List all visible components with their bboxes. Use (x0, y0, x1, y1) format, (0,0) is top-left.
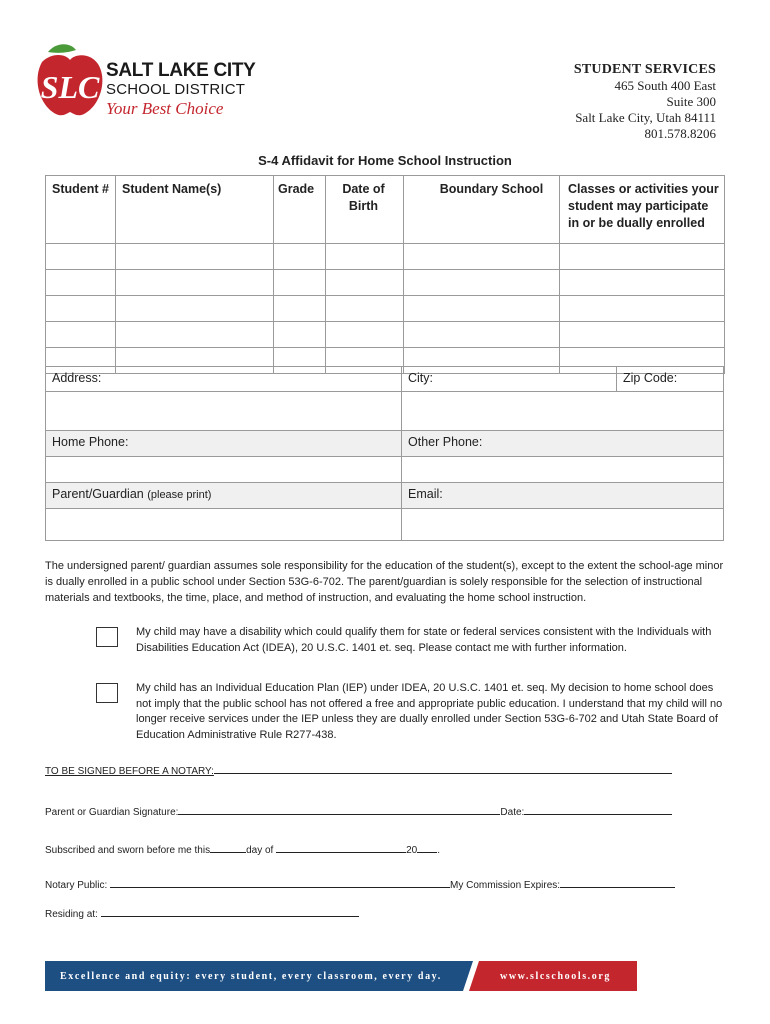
student-table (45, 175, 725, 374)
cell-student-number[interactable] (46, 296, 116, 322)
table-row (46, 244, 725, 270)
signature-row (45, 803, 672, 818)
signature-label: Parent or Guardian Signature: (45, 807, 179, 818)
other-phone-field[interactable] (401, 456, 724, 483)
col-boundary-school: Boundary School (404, 176, 560, 244)
iep-checkbox-text: My child has an Individual Education Plan (IEP) under IDEA, 20 U.S.C. 1401 et. seq. My decision to home school does not imply that the public school has not offered a free and appropriate public education. I understand that my child will no longer receive services under the IEP unless they are dually enrolled under Section 53G-6-702 and Utah State Board of Education Administrative Rule R277-438. (136, 682, 723, 741)
office-suite: Suite 300 (666, 94, 716, 109)
district-tagline: Your Best Choice (106, 99, 224, 118)
cell-student-name[interactable] (116, 296, 274, 322)
parent-guardian-hint: (please print) (147, 489, 212, 501)
address-label: Address: (45, 366, 402, 392)
table-row (46, 322, 725, 348)
city-label: City: (401, 366, 617, 392)
city-zip-field[interactable] (401, 391, 724, 431)
email-field[interactable] (401, 508, 724, 541)
cell-student-number[interactable] (46, 244, 116, 270)
notary-heading-row (45, 762, 672, 777)
parent-guardian-label-text: Parent/Guardian (52, 487, 144, 501)
notary-label: Notary Public: (45, 880, 108, 891)
cell-grade[interactable] (274, 270, 326, 296)
cell-boundary-school[interactable] (404, 296, 560, 322)
commission-label: My Commission Expires: (450, 880, 561, 891)
residing-line[interactable] (101, 905, 359, 917)
cell-classes[interactable] (560, 322, 725, 348)
commission-line[interactable] (560, 876, 675, 888)
email-label: Email: (401, 482, 724, 509)
student-table-header (46, 176, 725, 244)
residing-row (45, 905, 359, 920)
cell-date-of-birth[interactable] (326, 322, 404, 348)
apple-logo-icon (30, 40, 110, 120)
period: . (437, 845, 441, 856)
month-line[interactable] (276, 841, 406, 853)
cell-grade[interactable] (274, 322, 326, 348)
cell-date-of-birth[interactable] (326, 296, 404, 322)
date-label: Date: (500, 807, 525, 818)
cell-student-number[interactable] (46, 322, 116, 348)
office-heading: STUDENT SERVICES (573, 62, 716, 77)
district-name: SALT LAKE CITY (106, 60, 256, 81)
zip-label: Zip Code: (616, 366, 724, 392)
notary-row (45, 876, 675, 891)
disability-checkbox-text: My child may have a disability which could qualify them for state or federal services consistent with the Individuals with Disabilities Education Act (IDEA), 20 U.S.C. 1401 et. seq. Please contact me with further information. (136, 626, 712, 654)
cell-boundary-school[interactable] (404, 244, 560, 270)
office-city: Salt Lake City, Utah 84111 (575, 110, 716, 125)
col-student-number: Student # (46, 176, 116, 244)
parent-guardian-label (45, 482, 402, 509)
disability-checkbox[interactable] (96, 627, 118, 647)
cell-student-name[interactable] (116, 244, 274, 270)
footer-motto: Excellence and equity: every student, every classroom, every day. (60, 971, 442, 982)
logo-initials: SLC (40, 69, 100, 105)
day-line[interactable] (210, 841, 246, 853)
year-prefix: 20 (406, 845, 418, 856)
notary-line[interactable] (110, 876, 450, 888)
cell-student-name[interactable] (116, 270, 274, 296)
subscribed-row (45, 841, 440, 856)
col-student-name: Student Name(s) (116, 176, 274, 244)
form-title: S-4 Affidavit for Home School Instruction (258, 153, 512, 168)
home-phone-field[interactable] (45, 456, 402, 483)
address-field[interactable] (45, 391, 402, 431)
cell-grade[interactable] (274, 296, 326, 322)
parent-guardian-field[interactable] (45, 508, 402, 541)
table-row (46, 270, 725, 296)
subscribed-label: Subscribed and sworn before me this (45, 845, 211, 856)
office-street: 465 South 400 East (614, 78, 716, 93)
home-phone-label: Home Phone: (45, 430, 402, 457)
cell-date-of-birth[interactable] (326, 244, 404, 270)
district-subname: SCHOOL DISTRICT (106, 81, 246, 98)
date-line[interactable] (524, 803, 672, 815)
day-of-label: day of (246, 845, 274, 856)
other-phone-label: Other Phone: (401, 430, 724, 457)
office-address (574, 62, 716, 142)
table-row (46, 296, 725, 322)
cell-classes[interactable] (560, 270, 725, 296)
year-line[interactable] (417, 841, 437, 853)
cell-classes[interactable] (560, 244, 725, 270)
col-classes: Classes or activities your student may participate in or be dually enrolled (560, 176, 725, 244)
signature-line[interactable] (178, 803, 500, 815)
col-grade: Grade (274, 176, 326, 244)
col-date-of-birth: Date of Birth (326, 176, 404, 244)
residing-label: Residing at: (45, 909, 98, 920)
footer-website[interactable]: www.slcschools.org (500, 971, 612, 982)
office-phone: 801.578.8206 (644, 126, 716, 141)
notary-heading: TO BE SIGNED BEFORE A NOTARY: (45, 766, 214, 777)
cell-boundary-school[interactable] (404, 270, 560, 296)
cell-date-of-birth[interactable] (326, 270, 404, 296)
cell-student-name[interactable] (116, 322, 274, 348)
notary-heading-underline (214, 762, 672, 774)
cell-grade[interactable] (274, 244, 326, 270)
responsibility-statement: The undersigned parent/ guardian assumes sole responsibility for the education of the student(s), except to the extent the school-age minor is dually enrolled in a public school under Section 53G-6-702. The parent/guardian is solely responsible for the selection of instructional materials and textbooks, the time, place, and method of instruction, and evaluating the home school instruction. (45, 560, 724, 604)
cell-student-number[interactable] (46, 270, 116, 296)
cell-boundary-school[interactable] (404, 322, 560, 348)
iep-checkbox[interactable] (96, 683, 118, 703)
cell-classes[interactable] (560, 296, 725, 322)
